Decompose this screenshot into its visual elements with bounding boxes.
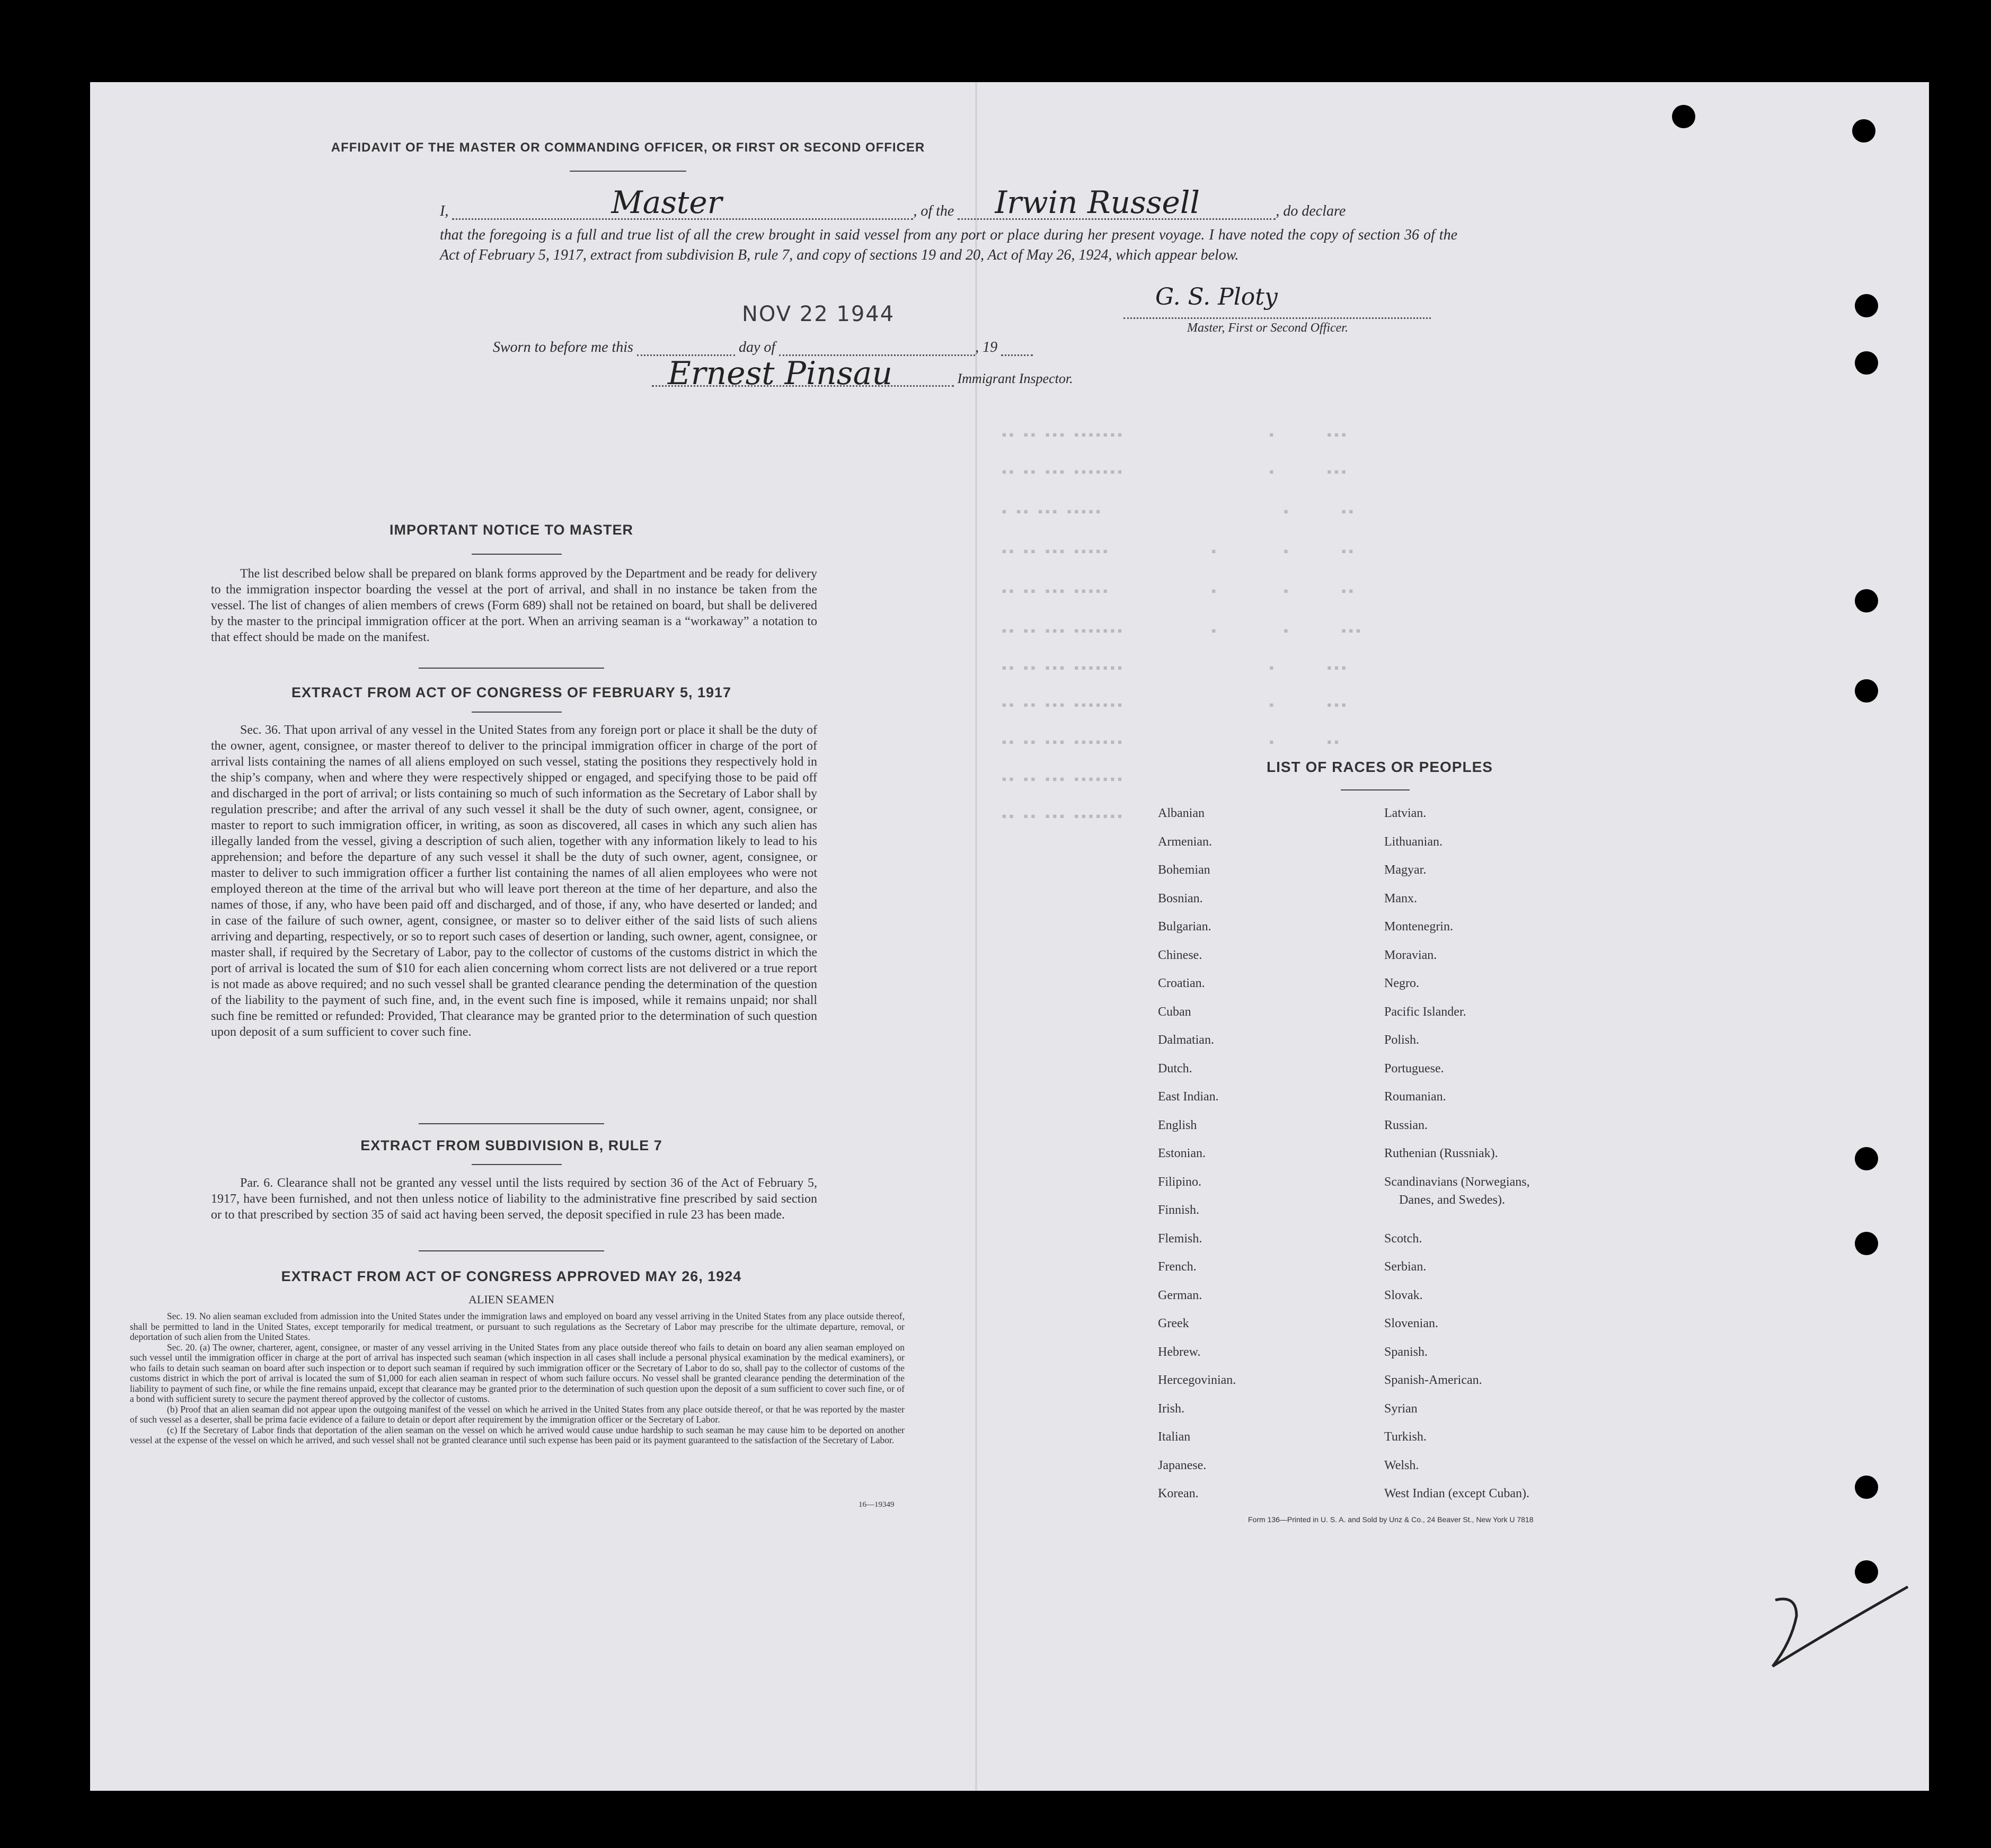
race-item: Negro. [1384,976,1419,990]
section-19: Sec. 19. No alien seaman excluded from admission into the United States under the immigration laws and employed on board any vessel arriving in the United States from any place outside thereof, shall be permitted to land in the United States, except temporarily for medical treatment, or pursuant to such regulations as the Secretary of Labor may prescribe for the ultimate departure, removal, or deportation of such alien from the United States. [130,1311,905,1342]
race-item: Finnish. [1158,1203,1200,1217]
act-1917-heading: EXTRACT FROM ACT OF CONGRESS OF FEBRUARY 5, 1917 [291,685,732,700]
section-20c: (c) If the Secretary of Labor finds that deportation of the alien seaman on the vessel on which he arrived would cause undue hardship to such seaman he may cause him to be deported on another vessel at the expense of the vessel on which he arrived, and such vessel shall not be granted clearance until such expense has been paid or its payment guaranteed to the satisfaction of the Secretary of Labor. [130,1424,905,1445]
master-signature: G. S. Ploty [1155,283,1278,310]
race-item: Slovenian. [1384,1317,1438,1330]
sworn-line [493,339,1033,356]
section-20b: (b) Proof that an alien seaman did not appear upon the outgoing manifest of the vessel on which he arrived in the United States from any place outside thereof, or that he was reported by the master of such vessel as a deserter, shall be prima facie evidence of a failure to detain or deport after requirement by the immigration officer or the Secretary of Labor. [130,1403,905,1425]
race-item: Bosnian. [1158,891,1203,905]
inspector-label: Immigrant Inspector. [957,371,1073,386]
race-item: Bohemian [1158,863,1210,877]
race-item: Scandinavians (Norwegians, [1384,1175,1530,1189]
race-item: Japanese. [1158,1458,1207,1472]
race-item: Flemish. [1158,1231,1202,1246]
section-20a: Sec. 20. (a) The owner, charterer, agent, consignee, or master of any vessel arriving in the United States from any place outside thereof who fails to detain on board any alien seaman employed on such vessel until the immigration officer in charge at the port of arrival has inspected such seaman (which inspection in all cases shall include a personal physical examination by the medical examiners), or who fails to detain such seaman on board after such inspection or to deport such seaman if required by such immigration officer or the Secretary of Labor to do so, shall pay to the collector of customs of the customs district in which the port of arrival is located the sum of $1,000 for each alien seaman in respect of whom such failure occurs. No vessel shall be granted clearance pending the determination of the liability to payment of such fine, or while the fine remains unpaid, except that clearance may be granted prior to the determination of such question upon the deposit of a sum sufficient to cover such fine, or of a bond with sufficient surety to secure the payment thereof approved by the collector of customs. [130,1341,905,1404]
page-fold [975,82,977,1791]
race-item: Italian [1158,1430,1191,1444]
race-item: Roumanian. [1384,1090,1446,1104]
race-item: Russian. [1384,1118,1428,1132]
date-stamp: NOV 22 1944 [742,302,895,326]
race-item: Armenian. [1158,834,1212,849]
race-item: Slovak. [1384,1288,1423,1302]
race-item: Moravian. [1384,948,1437,962]
inspector-line [652,371,1073,387]
race-item: Chinese. [1158,948,1202,962]
race-item: Irish. [1158,1401,1184,1416]
punch-hole [1855,294,1878,317]
sworn-label: Sworn to before me this [493,339,633,356]
race-item: Manx. [1384,891,1417,905]
race-item: Greek [1158,1317,1189,1330]
race-item: Scotch. [1384,1231,1422,1246]
subdivision-b-body: Par. 6. Clearance shall not be granted any vessel until the lists required by section 36 of the Act of February 5, 1917, have been furnished, and not then unless notice of liability to the administrative fine prescribed by said section or to that prescribed by section 35 of said act having been served, the deposit specified in rule 23 has been made. [211,1176,817,1222]
race-item: Dalmatian. [1158,1033,1214,1047]
race-item: Welsh. [1384,1458,1419,1472]
race-item: French. [1158,1260,1197,1274]
race-item: Latvian. [1384,806,1427,820]
race-item: East Indian. [1158,1090,1219,1104]
vessel-handwritten: Irwin Russell [995,184,1200,220]
punch-hole [1855,1476,1878,1499]
race-item: Syrian [1384,1401,1418,1416]
race-item: Serbian. [1384,1260,1427,1274]
subdivision-b-heading: EXTRACT FROM SUBDIVISION B, RULE 7 [360,1138,662,1153]
i-label: I, [440,203,449,219]
race-item: Dutch. [1158,1061,1192,1076]
form-footer: Form 136—Printed in U. S. A. and Sold by Unz & Co., 24 Beaver St., New York U 7818 [1248,1515,1534,1524]
act-1924-body [130,1311,905,1446]
race-item: English [1158,1118,1197,1132]
notice-body: The list described below shall be prepared on blank forms approved by the Department and be ready for delivery to the immigration inspector boarding the vessel at the port of arrival, and shall in no instance be taken from the vessel. The list of changes of alien members of crews (Form 689) shall not be retained on board, but shall be delivered by the master to the principal immigration officer at the port. When an arriving seaman is a “workaway” a notation to that effect should be made on the manifest. [211,567,817,644]
form-code: 16—19349 [859,1500,895,1509]
year-label: , 19 [975,339,998,356]
race-item: Estonian. [1158,1147,1206,1160]
races-heading: LIST OF RACES OR PEOPLES [1267,759,1493,775]
race-item: Spanish-American. [1384,1373,1482,1387]
punch-hole [1672,105,1695,128]
check-mark [1765,1579,1913,1674]
punch-hole [1855,1147,1878,1170]
punch-hole [1855,1232,1878,1255]
affidavit-title: AFFIDAVIT OF THE MASTER OR COMMANDING OFFICER, OR FIRST OR SECOND OFFICER [331,140,925,155]
master-label: Master, First or Second Officer. [1187,321,1348,335]
race-item: Ruthenian (Russniak). [1384,1147,1498,1160]
race-item: German. [1158,1288,1202,1302]
punch-hole [1855,351,1878,375]
race-item: Turkish. [1384,1430,1427,1444]
race-item: Cuban [1158,1005,1191,1019]
do-declare-label: , do declare [1276,203,1346,219]
race-item: Magyar. [1384,863,1427,877]
race-item: Bulgarian. [1158,920,1211,934]
vessel-field [958,184,1276,220]
punch-hole [1855,589,1878,612]
inspector-signature: Ernest Pinsau [668,355,893,392]
race-item: Croatian. [1158,976,1205,990]
race-item: Albanian [1158,806,1205,820]
master-handwritten: Master [611,184,722,220]
alien-seamen-subheading: ALIEN SEAMEN [468,1293,554,1306]
race-item: Spanish. [1384,1345,1428,1359]
declaration-line [440,184,1457,220]
day-of-label: day of [738,339,776,356]
punch-hole [1855,679,1878,703]
declaration-text: that the foregoing is a full and true list of all the crew brought in said vessel from any port or place during her present voyage. I have noted the copy of section 36 of the Act of February 5, 1917, extract from subdivision B, rule 7, and copy of sections 19 and 20, Act of May 26, 1924, which appear below. [440,227,1457,263]
race-item: West Indian (except Cuban). [1384,1487,1529,1500]
race-item-continued: Danes, and Swedes). [1399,1193,1505,1207]
race-item: Montenegrin. [1384,920,1453,934]
race-item: Hercegovinian. [1158,1373,1236,1387]
act-1917-body: Sec. 36. That upon arrival of any vessel in the United States from any foreign port or place it shall be the duty of the owner, agent, consignee, or master thereof to deliver to the principal immigration officer in charge of the port of arrival lists containing the names of all aliens employed on such vessel, stating the positions they respectively hold in the ship’s company, when and where they were respectively shipped or engaged, and specifying those to be paid off and discharged in the port of arrival; or lists containing so much of such information as the Secretary of Labor shall by regulation prescribe; and after the arrival of any such vessel it shall be the duty of such owner, agent, consignee, or master to report to such immigration officer, in writing, as soon as discovered, all cases in which any such alien has illegally landed from the vessel, giving a description of such alien, together with any information likely to lead to his apprehension; and before the departure of any such vessel it shall be the duty of such owner, agent, consignee, or master to deliver to such immigration officer a further list containing the names of all alien employees who were not employed thereon at the time of the arrival but who will leave port thereon at the time of her departure, and also the names of those, if any, who have been paid off and discharged, and of those, if any, who have deserted or landed; and in case of the failure of such owner, agent, consignee, or master so to deliver either of the said lists of such aliens arriving and departing, respectively, or so to report such cases of desertion or landing, such owner, agent, consignee, or master shall, if required by the Secretary of Labor, pay to the collector of customs of the customs district in which the port of arrival is located the sum of $10 for each alien concerning whom correct lists are not delivered or a true report is not made as above required; and no such vessel shall be granted clearance pending the determination of the question of the liability to the payment of such fine, and, in the event such fine is imposed, while it remains unpaid; nor shall such fine be remitted or refunded: Provided, That clearance may be granted prior to the determination of such question upon deposit of a sum sufficient to cover such fine. [211,723,817,1039]
race-item: Filipino. [1158,1175,1202,1189]
race-item: Portuguese. [1384,1061,1444,1076]
notice-heading: IMPORTANT NOTICE TO MASTER [390,522,633,538]
name-field [452,184,913,220]
divider [570,171,686,172]
race-item: Hebrew. [1158,1345,1201,1359]
act-1924-heading: EXTRACT FROM ACT OF CONGRESS APPROVED MAY 26, 1924 [281,1268,742,1284]
race-item: Polish. [1384,1033,1420,1047]
race-item: Lithuanian. [1384,834,1443,849]
race-item: Pacific Islander. [1384,1005,1466,1019]
of-the-label: , of the [913,203,954,219]
race-item: Korean. [1158,1487,1199,1500]
punch-hole [1852,119,1875,143]
